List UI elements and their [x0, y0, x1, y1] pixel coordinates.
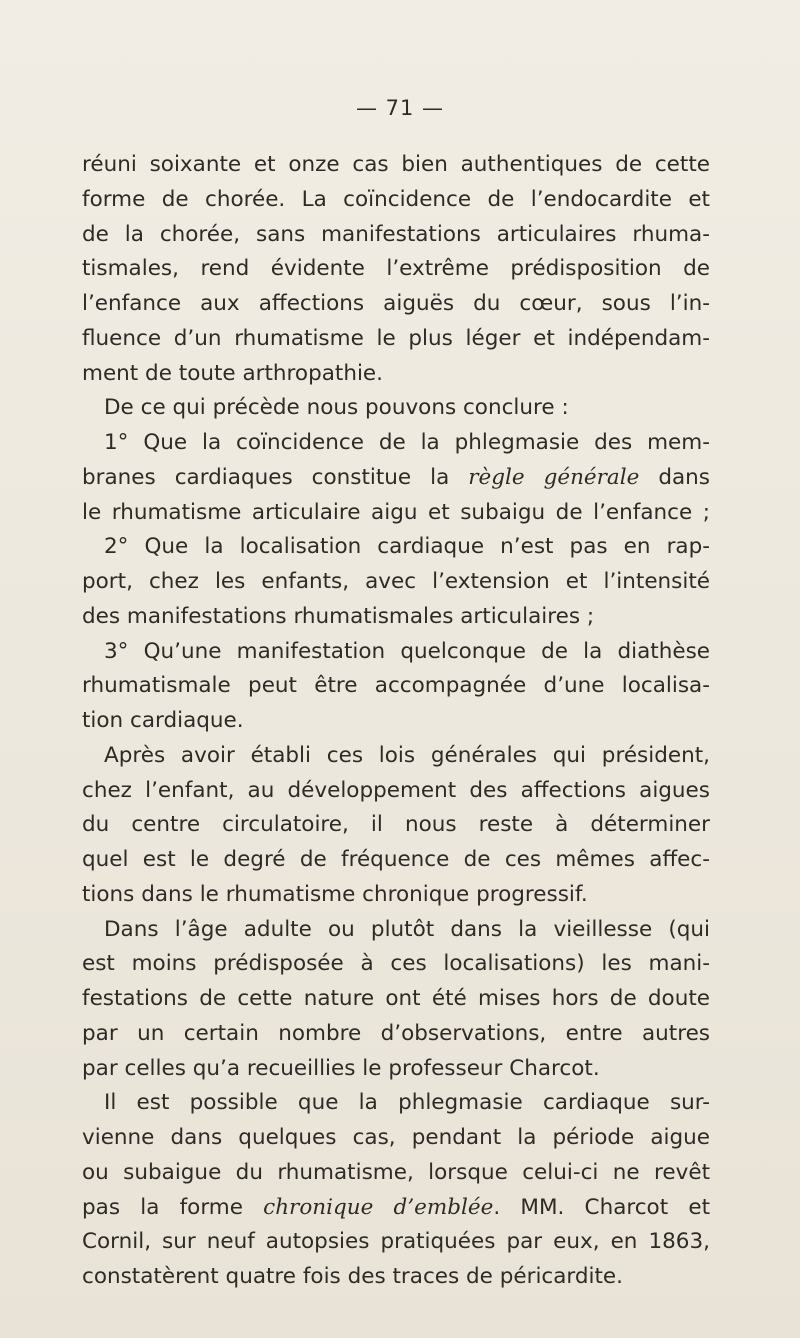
text-line: des manifestations rhumatismales articulaires ;	[82, 603, 595, 629]
text-line: 1° Que la coïncidence de la phlegmasie des mem-	[104, 430, 710, 455]
text-line: 3° Qu’une manifestation quelconque de la diathèse	[104, 638, 710, 664]
text-line: port, chez les enfants, avec l’extension et l’intensité	[82, 569, 710, 594]
text-line: tions dans le rhumatisme chronique progressif.	[82, 881, 588, 907]
text-line: l’enfance aux affections aiguës du cœur, sous l’in-	[82, 291, 710, 316]
text-line: le rhumatisme articulaire aigu et subaigu de l’enfance ;	[82, 499, 710, 525]
text-line: est moins prédisposée à ces localisations) les mani-	[82, 951, 710, 977]
text-line: Il est possible que la phlegmasie cardiaque sur-	[104, 1090, 710, 1116]
text-line: Après avoir établi ces lois générales qui président,	[104, 742, 710, 768]
text-line: constatèrent quatre fois des traces de péricardite.	[82, 1264, 623, 1289]
text-line: de la chorée, sans manifestations articulaires rhuma-	[82, 221, 710, 247]
italic-phrase: chronique d’emblée	[263, 1194, 494, 1220]
text-line: vienne dans quelques cas, pendant la période aigue	[82, 1125, 710, 1150]
text-line: tismales, rend évidente l’extrême prédisposition de	[82, 256, 710, 282]
text-line: ou subaigue du rhumatisme, lorsque celui-ci ne revêt	[82, 1159, 710, 1185]
text-line: rhumatismale peut être accompagnée d’une localisa-	[82, 673, 710, 699]
text-line: chez l’enfant, au développement des affections aigues	[82, 777, 710, 803]
text-line: forme de chorée. La coïncidence de l’endocardite et	[82, 186, 710, 212]
text-line: 2° Que la localisation cardiaque n’est pas en rap-	[104, 534, 710, 560]
text-line	[82, 461, 710, 496]
italic-phrase: règle générale	[468, 464, 640, 490]
text-segment: branes cardiaques constitue la	[82, 464, 469, 490]
text-line: du centre circulatoire, il nous reste à déterminer	[82, 812, 710, 838]
text-segment: dans	[639, 464, 710, 490]
text-segment: pas la forme	[82, 1194, 264, 1220]
body-text	[82, 148, 710, 1295]
text-line	[82, 1191, 710, 1226]
text-line: par un certain nombre d’observations, entre autres	[82, 1020, 710, 1046]
page-number: — 71 —	[355, 96, 445, 120]
text-line: De ce qui précède nous pouvons conclure :	[104, 395, 569, 421]
text-line: fluence d’un rhumatisme le plus léger et indépendam-	[82, 325, 710, 351]
text-line: Cornil, sur neuf autopsies pratiquées par eux, en 1863,	[82, 1229, 710, 1255]
text-line: quel est le degré de fréquence de ces mêmes affec-	[82, 847, 710, 872]
text-line: festations de cette nature ont été mises hors de doute	[82, 986, 710, 1011]
text-segment: . MM. Charcot et	[493, 1194, 711, 1220]
text-line: ment de toute arthropathie.	[82, 360, 383, 386]
text-line: Dans l’âge adulte ou plutôt dans la vieillesse (qui	[104, 916, 710, 942]
text-line: réuni soixante et onze cas bien authentiques de cette	[82, 152, 710, 177]
text-line: tion cardiaque.	[82, 708, 244, 733]
text-line: par celles qu’a recueillies le professeur Charcot.	[82, 1055, 600, 1081]
